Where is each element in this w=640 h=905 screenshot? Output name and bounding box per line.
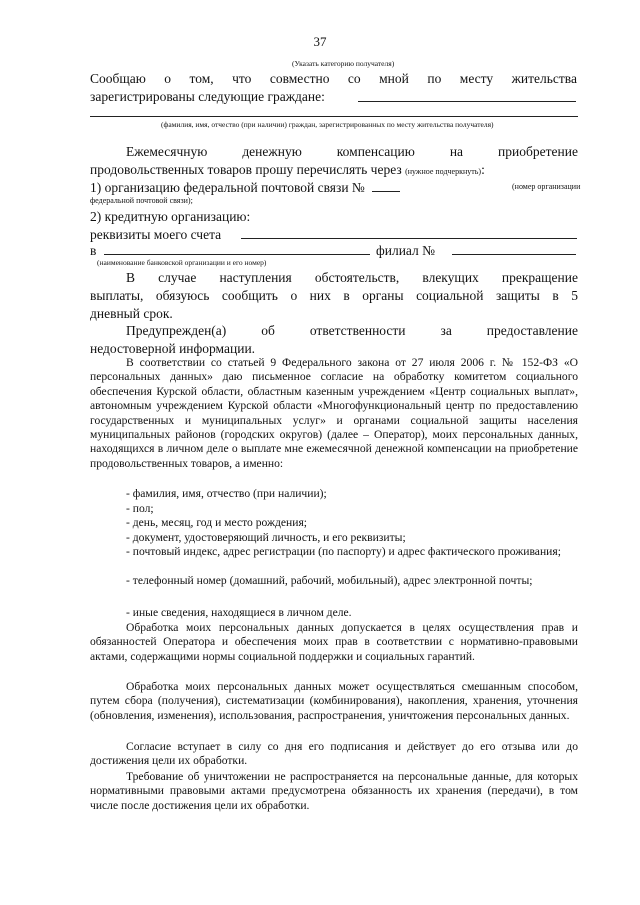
request-line-1 [126,143,578,160]
option-postal [90,179,400,196]
request-line-2-text: продовольственных товаров прошу перечислять через [90,162,402,177]
consent-item: - телефонный номер (домашний, рабочий, мобильный), адрес электронной почты; [126,574,533,587]
warning-word: Предупрежден(а) [126,323,227,338]
account-field[interactable] [241,238,577,239]
obligation-line-1: В случае наступления обстоятельств, влекущих прекращение [126,270,578,285]
warning-line-1 [126,322,578,339]
consent-item: - фамилия, имя, отчество (при наличии); [126,487,327,500]
bank-caption: (наименование банковской организации и его номер) [97,258,267,267]
option-bank[interactable]: 2) кредитную организацию: [90,209,251,224]
destruction-clause: Требование об уничтожении не распространяется на персональные данные, для которых нормативными правовыми актами предусмотрена обязанность их хранения (передачи), в том числе после достижения цели их обработки. [90,770,578,812]
branch-label: филиал № [376,243,436,258]
consent-item: - почтовый индекс, адрес регистрации (по паспорту) и адрес фактического проживания; [126,545,561,558]
consent-validity: Согласие вступает в силу со дня его подписания и действует до его отзыва или до достижения цели их обработки. [90,740,578,768]
underline-note: (нужное подчеркнуть) [405,167,482,176]
consent-item: - пол; [126,502,154,515]
recipient-category-note: (Указать категорию получателя) [292,59,395,68]
warning-word: за [440,323,452,338]
request-word: денежную [242,144,302,159]
obligation-line-2: выплаты, обязуюсь сообщить о них в органы социальной защиты в 5 [90,288,578,303]
warning-line-2: недостоверной информации. [90,341,256,356]
account-row [90,226,221,243]
page-number: 37 [313,34,327,49]
account-label: реквизиты моего счета [90,227,222,242]
obligation-line-3: дневный срок. [90,306,173,321]
consent-paragraph: В соответствии со статьей 9 Федерального закона от 27 июля 2006 г. № 152-ФЗ «О персональных данных» даю письменное согласие на обработку комитетом социального обеспечения Курской области, областным казенным учреждением «Центр социальных выплат», автономным учреждением Курской области «Многофункциональный центр по предоставлению государственных и муниципальных услуг» и органами социальной защиты населения муниципальных районов (городских округов) (далее – Оператор), моих персональных данных, находящихся в личном деле о выплате мне ежемесячной денежной компенсации на приобретение продовольственных товаров, а именно: [90,356,578,470]
processing-purpose: Обработка моих персональных данных допускается в целях осуществления прав и обязанностей Оператора и обеспечения моих прав в соответствии с нормативно-правовыми актами, содержащими нормы социальной поддержки и социальных гарантий. [90,621,578,663]
registered-line-1: Сообщаю о том, что совместно со мной по месту жительства [90,71,577,86]
bank-prefix: в [90,243,97,258]
request-word: на [449,144,464,159]
registered-fill-line-2[interactable] [90,116,578,117]
option-postal-label[interactable]: 1) организацию федеральной почтовой связи № [90,180,365,195]
warning-word: предоставление [486,323,578,338]
request-line-2 [90,161,485,180]
request-line-2-colon: : [481,162,485,177]
processing-methods: Обработка моих персональных данных может осуществляться смешанным способом, путем сбора (получения), систематизации (комбинирования), накопления, хранения, уточнения (обновления, изменения), использования, распространения, уничтожения персональных данных. [90,680,578,722]
postal-number-note-2: федеральной почтовой связи); [90,196,193,205]
consent-item: - день, месяц, год и место рождения; [126,516,308,529]
postal-number-field[interactable] [372,179,400,192]
request-word: приобретение [498,144,578,159]
branch-number-field[interactable] [452,254,576,255]
request-word: Ежемесячную [126,144,208,159]
consent-item: - иные сведения, находящиеся в личном деле. [126,606,352,619]
request-word: компенсацию [336,144,415,159]
consent-item: - документ, удостоверяющий личность, и его реквизиты; [126,531,406,544]
registered-caption: (фамилия, имя, отчество (при наличии) граждан, зарегистрированных по месту жительства получателя) [161,120,494,129]
warning-word: ответственности [309,323,406,338]
registered-line-2: зарегистрированы следующие граждане: [90,89,325,104]
registered-fill-line[interactable] [358,101,576,102]
bank-name-field[interactable] [104,254,370,255]
warning-word: об [261,323,275,338]
postal-number-note: (номер организации [512,182,581,191]
